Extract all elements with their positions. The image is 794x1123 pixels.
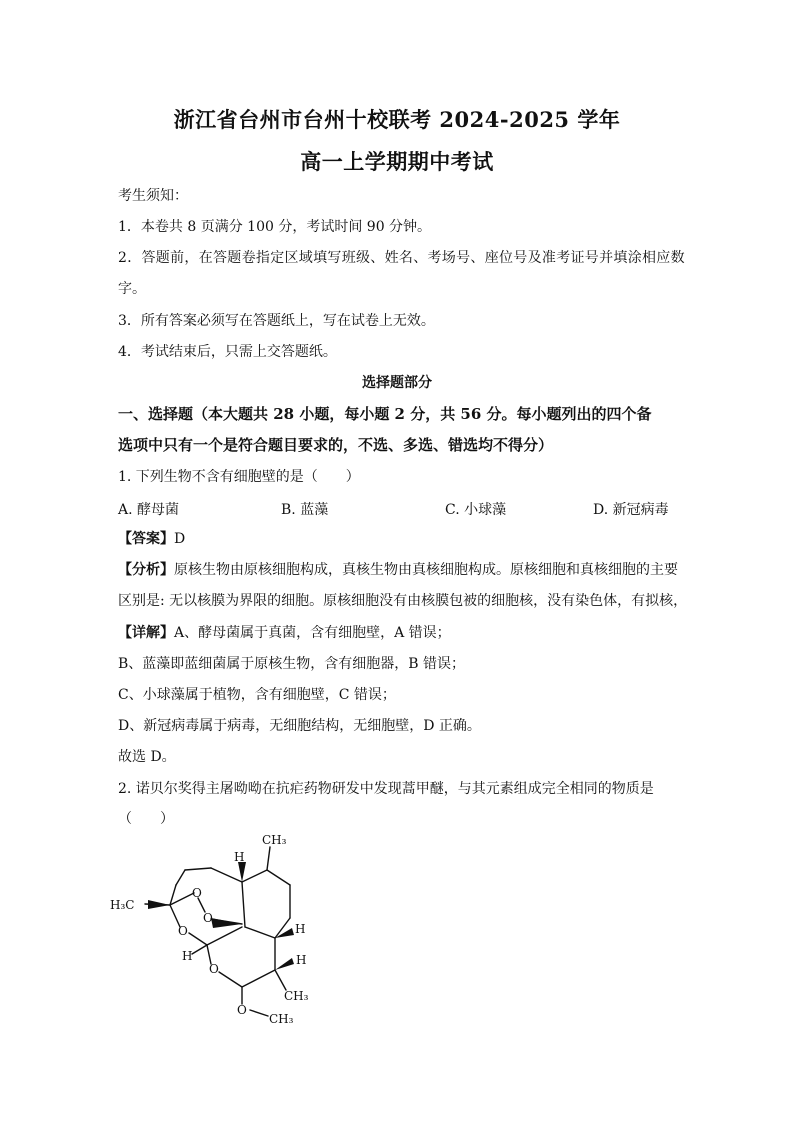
q1-detail-c: C、小球藻属于植物，含有细胞壁，C 错误； xyxy=(118,687,396,703)
notice-item-1: 1．本卷共 8 页满分 100 分，考试时间 90 分钟。 xyxy=(118,219,432,235)
q1-option-b: B. 蓝藻 xyxy=(281,502,329,518)
q1-stem: 1. 下列生物不含有细胞壁的是（ ） xyxy=(118,469,360,485)
label-o-3: O xyxy=(178,924,188,938)
exam-title-line1: 浙江省台州市台州十校联考 2024-2025 学年 xyxy=(173,107,621,132)
q1-detail xyxy=(118,624,451,642)
q1-option-d: D. 新冠病毒 xyxy=(593,502,669,518)
q1-option-a: A. 酵母菌 xyxy=(118,502,180,518)
section-title: 选择题部分 xyxy=(362,375,432,391)
answer-label: 【答案】 xyxy=(118,531,174,547)
label-h3c-left: H₃C xyxy=(110,898,135,912)
analysis-label: 【分析】 xyxy=(118,562,174,578)
notice-item-2-cont: 字。 xyxy=(118,281,146,297)
label-o-methoxy: O xyxy=(237,1003,247,1017)
q1-conclusion: 故选 D。 xyxy=(118,749,176,765)
q1-answer xyxy=(118,530,185,548)
exam-title-line2: 高一上学期期中考试 xyxy=(300,149,494,174)
section-instruction-line2: 选项中只有一个是符合题目要求的，不选、多选、错选均不得分） xyxy=(118,436,554,454)
q1-analysis xyxy=(118,561,678,579)
notice-heading: 考生须知： xyxy=(118,188,188,204)
notice-item-4: 4．考试结束后，只需上交答题纸。 xyxy=(118,344,337,360)
q1-detail-d: D、新冠病毒属于病毒，无细胞结构，无细胞壁，D 正确。 xyxy=(118,718,481,734)
artemether-structure xyxy=(110,830,340,1030)
label-o-2: O xyxy=(203,911,213,925)
label-h-right-2: H xyxy=(296,953,307,967)
label-h-left: H xyxy=(182,949,193,963)
detail-text: A、酵母菌属于真菌，含有细胞壁，A 错误； xyxy=(174,625,451,641)
label-ch3-methoxy: CH₃ xyxy=(269,1012,294,1026)
q1-analysis-cont: 区别是: 无以核膜为界限的细胞。原核细胞没有由核膜包被的细胞核，没有染色体，有拟核， xyxy=(118,593,688,609)
notice-item-2: 2．答题前，在答题卷指定区域填写班级、姓名、考场号、座位号及准考证号并填涂相应数 xyxy=(118,250,685,266)
label-h-top: H xyxy=(234,850,245,864)
answer-value: D xyxy=(174,531,186,547)
analysis-text: 原核生物由原核细胞构成，真核生物由真核细胞构成。原核细胞和真核细胞的主要 xyxy=(174,562,678,578)
q1-option-c: C. 小球藻 xyxy=(445,502,507,518)
label-ch3-top: CH₃ xyxy=(262,833,287,847)
label-h-right: H xyxy=(295,922,306,936)
q2-paren: （ ） xyxy=(118,811,174,827)
q1-detail-b: B、蓝藻即蓝细菌属于原核生物，含有细胞器，B 错误； xyxy=(118,656,466,672)
detail-label: 【详解】 xyxy=(118,625,174,641)
section-instruction-line1: 一、选择题（本大题共 28 小题，每小题 2 分，共 56 分。每小题列出的四个备 xyxy=(118,405,652,423)
label-ch3-right: CH₃ xyxy=(284,989,309,1003)
label-o-ring: O xyxy=(209,962,219,976)
q2-stem: 2. 诺贝尔奖得主屠呦呦在抗疟药物研发中发现蒿甲醚，与其元素组成完全相同的物质是 xyxy=(118,781,654,797)
label-o-1: O xyxy=(192,886,202,900)
notice-item-3: 3．所有答案必须写在答题纸上，写在试卷上无效。 xyxy=(118,313,435,329)
